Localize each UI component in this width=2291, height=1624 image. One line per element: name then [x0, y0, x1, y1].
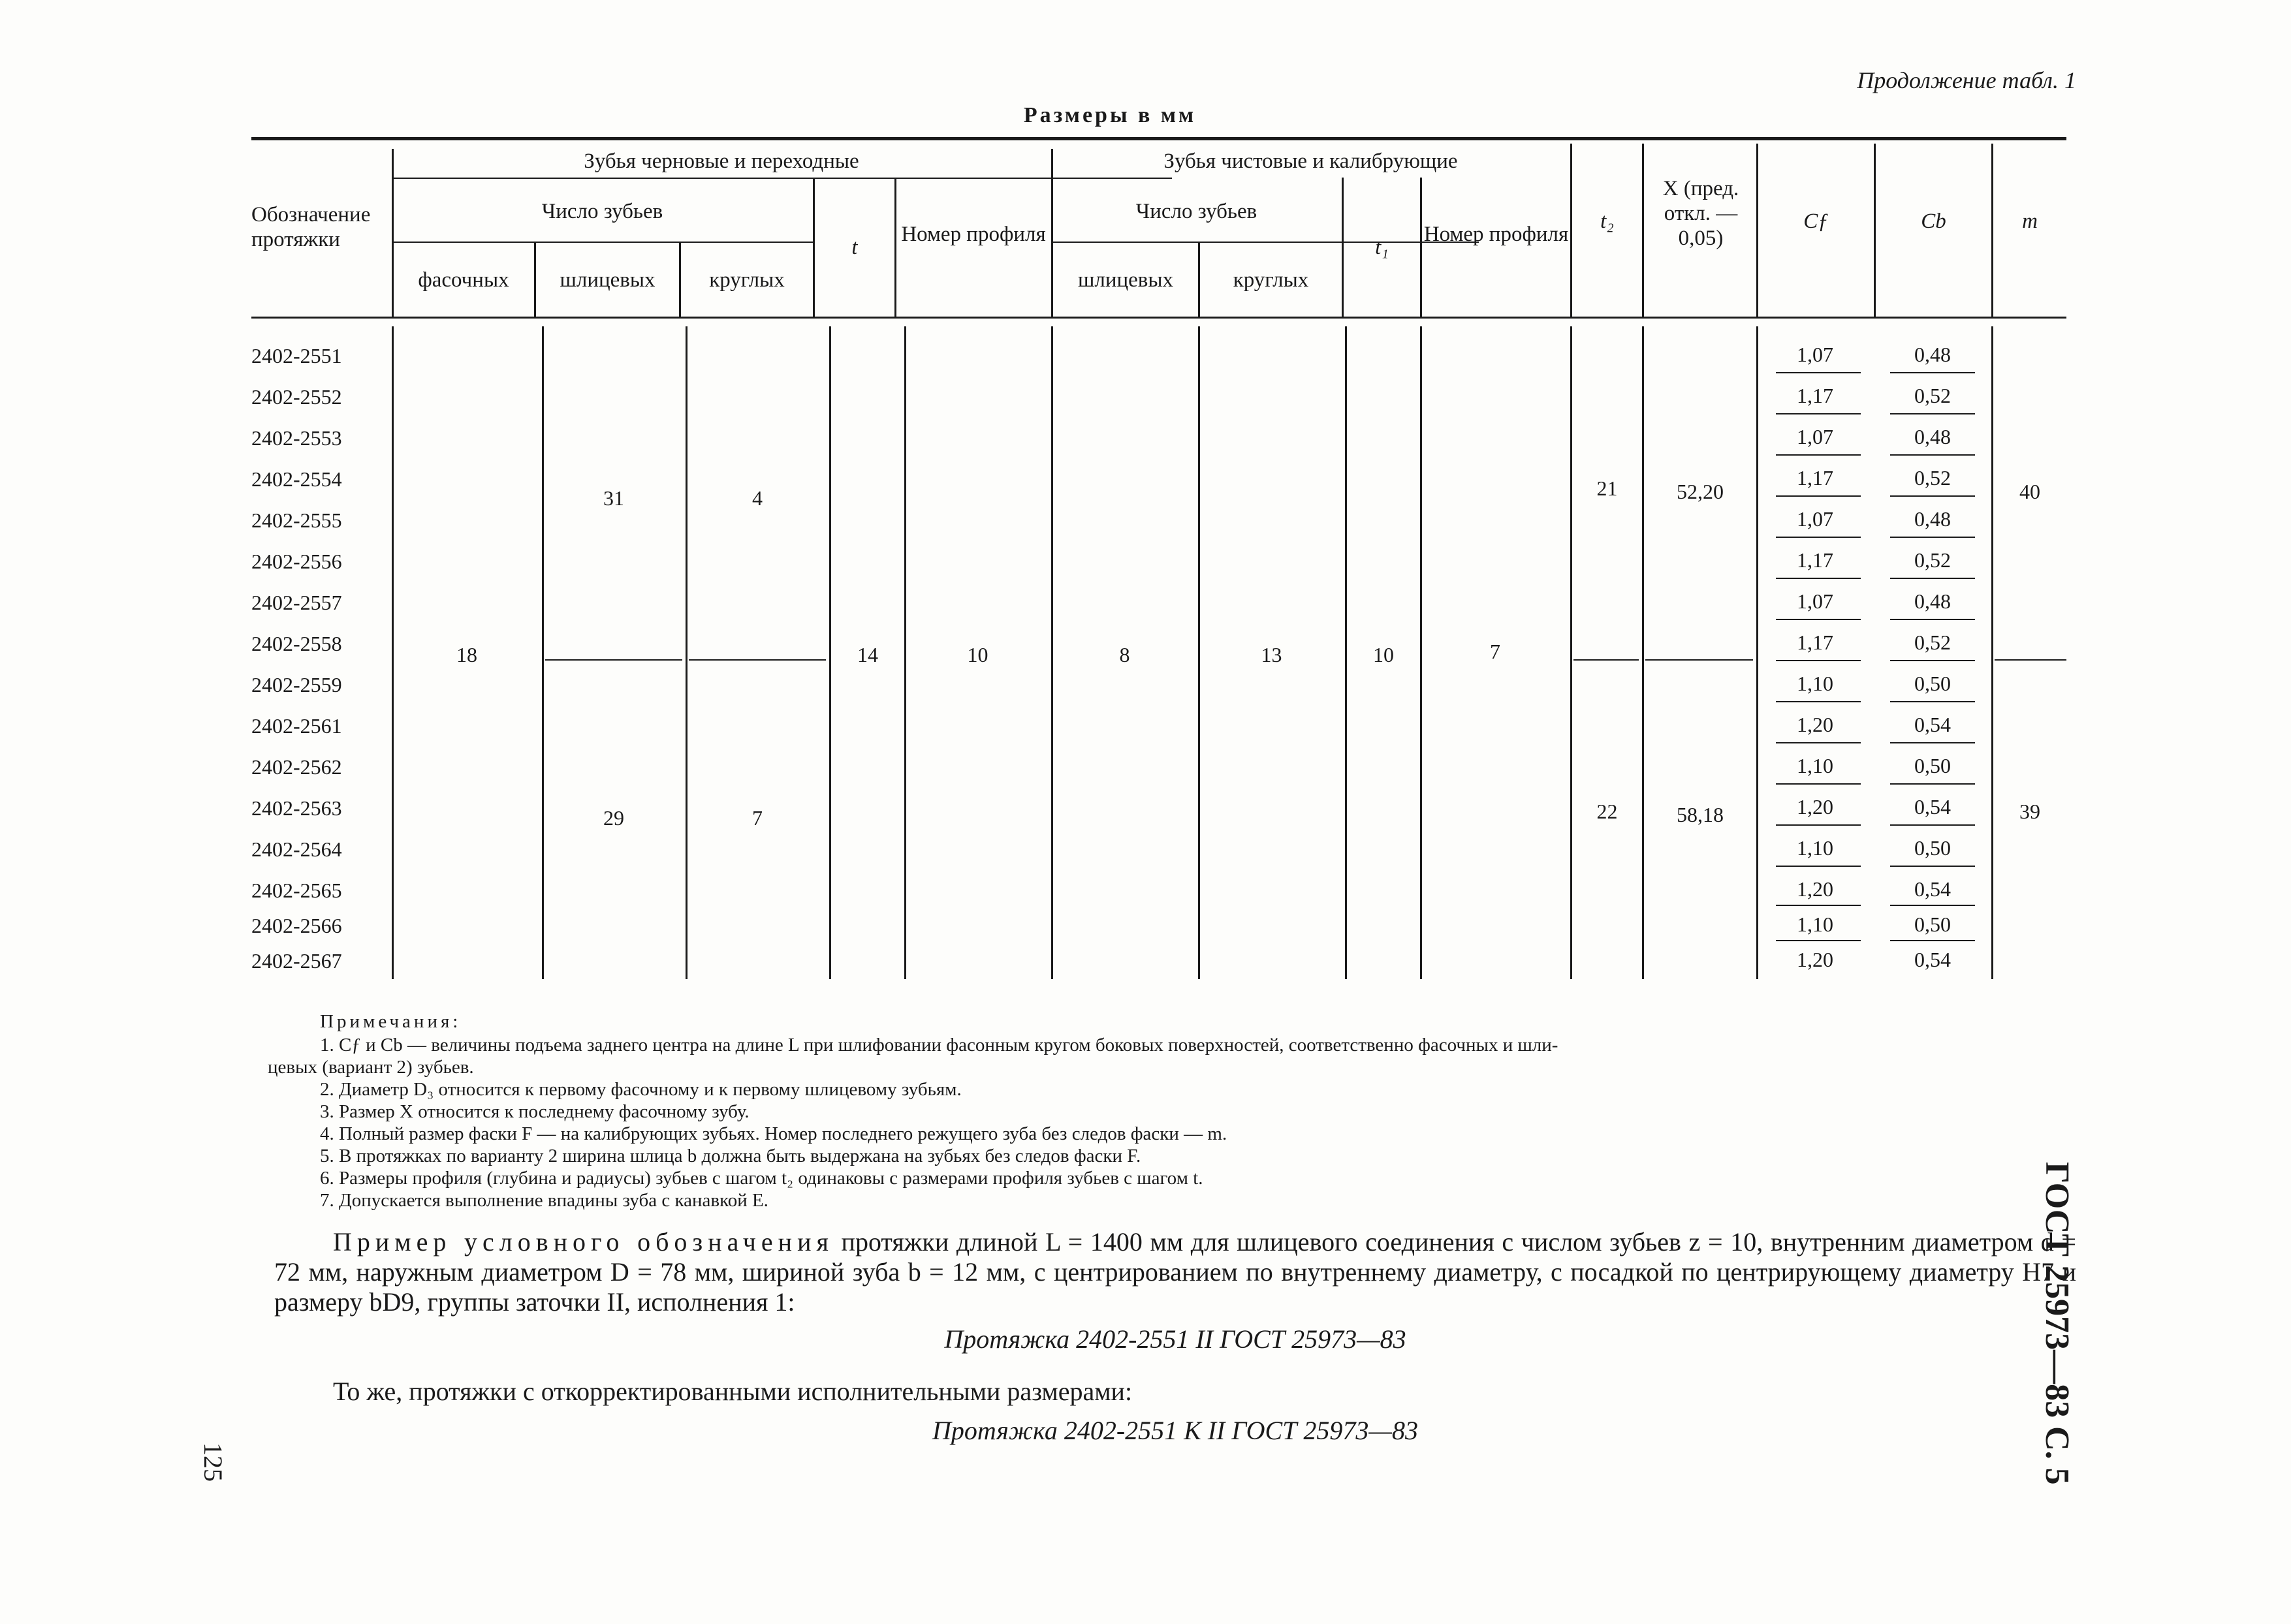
- body-vdiv: [542, 326, 544, 979]
- cf-underline: [1776, 372, 1861, 373]
- body-vdiv: [904, 326, 906, 979]
- vdiv: [1051, 149, 1053, 317]
- body-vdiv: [1345, 326, 1347, 979]
- round-count-group2: 7: [752, 806, 763, 830]
- body-vdiv: [829, 326, 831, 979]
- table-top-border: [251, 137, 2066, 140]
- cb-value: 0,54: [1914, 713, 1951, 736]
- cf-value: 1,07: [1797, 343, 1833, 366]
- designation-formula-1: Протяжка 2402-2551 II ГОСТ 25973—83: [944, 1324, 1406, 1354]
- designation-code: 2402-2556: [251, 550, 342, 573]
- m-value-group2: 39: [2019, 800, 2040, 823]
- cf-underline: [1776, 619, 1861, 620]
- example-text: протяжки длиной L = 1400 мм для шлицевого соединения с числом зубьев z = 10, внутренним диаметром d = 72 мм, наружным диаметром D = 78 мм, шириной зуба b = 12 мм, с центрированием по внутреннему диаметру, с посадкой по центрирующему диаметру H7 и размеру bD9, группы заточки II, исполнения 1:: [274, 1227, 2076, 1317]
- notes: [268, 1010, 2070, 1211]
- cb-value: 0,52: [1914, 384, 1951, 407]
- note-1-continuation: цевых (вариант 2) зубьев.: [268, 1057, 474, 1078]
- cb-value: 0,48: [1914, 343, 1951, 366]
- cb-underline: [1890, 454, 1975, 456]
- designation-code: 2402-2553: [251, 426, 342, 450]
- cb-value: 0,50: [1914, 836, 1951, 860]
- designation-code: 2402-2552: [251, 385, 342, 409]
- cf-underline: [1776, 537, 1861, 538]
- t2-col-header: t₂: [1600, 210, 1614, 233]
- m-value-group1: 40: [2019, 480, 2040, 503]
- cf-value: 1,07: [1797, 589, 1833, 613]
- designation-code: 2402-2564: [251, 837, 342, 861]
- vdiv: [1874, 144, 1876, 317]
- chamfer-col-header: фасочных: [418, 268, 509, 292]
- cf-value: 1,10: [1797, 913, 1833, 936]
- cb-underline: [1890, 619, 1975, 620]
- m-col-header: m: [2022, 210, 2038, 233]
- body-vdiv: [1991, 326, 1993, 979]
- body-vdiv: [1756, 326, 1758, 979]
- designation-code: 2402-2554: [251, 467, 342, 491]
- cf-value: 1,07: [1797, 425, 1833, 448]
- cb-value: 0,50: [1914, 913, 1951, 936]
- table-continuation-caption: Продолжение табл. 1: [1857, 67, 2076, 93]
- group-split: [689, 659, 826, 661]
- body-vdiv: [686, 326, 687, 979]
- cf-value: 1,17: [1797, 548, 1833, 572]
- x-value-group2: 58,18: [1677, 803, 1724, 826]
- designation-example: [274, 1227, 2076, 1317]
- cb-underline: [1890, 701, 1975, 702]
- cb-underline: [1890, 940, 1975, 941]
- designation-code: 2402-2557: [251, 591, 342, 614]
- cf-underline: [1776, 660, 1861, 661]
- designation-code: 2402-2566: [251, 914, 342, 937]
- spline-count-group2: 29: [603, 806, 624, 830]
- profile-fin-number: 7: [1490, 640, 1500, 663]
- cb-underline: [1890, 742, 1975, 743]
- t1-col-header: t₁: [1375, 236, 1389, 259]
- cf-value: 1,20: [1797, 948, 1833, 971]
- cb-value: 0,50: [1914, 754, 1951, 777]
- designation-code: 2402-2551: [251, 344, 342, 367]
- note-3: 3. Размер X относится к последнему фасочному зубу.: [320, 1101, 750, 1122]
- vdiv: [813, 178, 815, 317]
- cf-underline: [1776, 940, 1861, 941]
- body-vdiv: [1051, 326, 1053, 979]
- cf-underline: [1776, 866, 1861, 867]
- cf-value: 1,17: [1797, 466, 1833, 490]
- pitch-t: 14: [857, 643, 878, 666]
- cf-underline: [1776, 783, 1861, 785]
- note-4: 4. Полный размер фаски F — на калибрующих зубьях. Номер последнего режущего зуба без следов фаски — m.: [320, 1123, 1227, 1144]
- t-col-header: t: [851, 236, 858, 259]
- cb-value: 0,48: [1914, 425, 1951, 448]
- cb-underline: [1890, 578, 1975, 579]
- designation-code: 2402-2559: [251, 673, 342, 696]
- round-col-header: круглых: [709, 268, 785, 292]
- cb-underline: [1890, 537, 1975, 538]
- cf-value: 1,10: [1797, 836, 1833, 860]
- note-2: 2. Диаметр D₃ относится к первому фасочному и к первому шлицевому зубьям.: [320, 1079, 962, 1100]
- vdiv: [679, 242, 681, 317]
- rough-teeth-header: Зубья черновые и переходные: [584, 149, 859, 173]
- cb-col-header: Cb: [1921, 210, 1946, 233]
- broach-table: [251, 137, 2066, 979]
- note-5: 5. В протяжках по варианту 2 ширина шлица b должна быть выдержана на зубьях без следов фаски F.: [320, 1146, 1141, 1166]
- designation-code: 2402-2563: [251, 796, 342, 820]
- cb-underline: [1890, 866, 1975, 867]
- body-vdiv: [1570, 326, 1572, 979]
- vdiv: [1420, 178, 1422, 317]
- cf-value: 1,20: [1797, 795, 1833, 819]
- designation-code: 2402-2555: [251, 508, 342, 532]
- designation-code: 2402-2567: [251, 949, 342, 973]
- profile-col-header: Номер профиля: [901, 223, 1046, 246]
- group-split: [1645, 659, 1753, 661]
- pitch-t1: 10: [1373, 643, 1394, 666]
- designation-code: 2402-2558: [251, 632, 342, 655]
- cb-value: 0,52: [1914, 466, 1951, 490]
- body-vdiv: [1198, 326, 1200, 979]
- cf-value: 1,17: [1797, 631, 1833, 654]
- cf-underline: [1776, 578, 1861, 579]
- x-col-header: X (пред. откл. —0,05): [1662, 177, 1739, 250]
- cb-underline: [1890, 495, 1975, 497]
- round-fin-col-header: круглых: [1233, 268, 1309, 292]
- cf-underline: [1776, 824, 1861, 826]
- standard-side-label: ГОСТ 25973—83 С. 5: [2038, 1162, 2076, 1485]
- header-bottom-border: [251, 317, 2066, 319]
- cf-underline: [1776, 413, 1861, 414]
- cf-value: 1,10: [1797, 672, 1833, 695]
- cb-underline: [1890, 660, 1975, 661]
- notes-title: Примечания:: [320, 1011, 462, 1032]
- group-split: [545, 659, 682, 661]
- body-vdiv: [1420, 326, 1422, 979]
- cb-underline: [1890, 372, 1975, 373]
- units-caption: Размеры в мм: [1023, 103, 1197, 127]
- finish-teeth-header: Зубья чистовые и калибрующие: [1163, 149, 1458, 173]
- note-6: 6. Размеры профиля (глубина и радиусы) зубьев с шагом t₂ одинаковы с размерами профиля зубьев с шагом t.: [320, 1168, 1203, 1189]
- pitch-t2-group1: 21: [1596, 476, 1618, 500]
- cb-value: 0,48: [1914, 507, 1951, 531]
- vdiv: [1991, 144, 1993, 317]
- group-split: [1573, 659, 1639, 661]
- cf-underline: [1776, 454, 1861, 456]
- round-count-group1: 4: [752, 486, 763, 510]
- cb-value: 0,54: [1914, 877, 1951, 901]
- cb-underline: [1890, 824, 1975, 826]
- corrected-sizes-text: То же, протяжки с откорректированными исполнительными размерами:: [333, 1377, 1133, 1406]
- num-teeth-underline: [392, 242, 813, 243]
- cb-value: 0,54: [1914, 948, 1951, 971]
- cf-underline: [1776, 905, 1861, 906]
- spline-fin-col-header: шлицевых: [1077, 268, 1174, 292]
- body-vdiv: [1642, 326, 1644, 979]
- note-7: 7. Допускается выполнение впадины зуба с канавкой E.: [320, 1190, 768, 1211]
- profile-fin-col-header: Номер профиля: [1423, 223, 1569, 246]
- vdiv: [1642, 144, 1644, 317]
- num-teeth-header-2: Число зубьев: [1135, 200, 1257, 223]
- cf-value: 1,20: [1797, 713, 1833, 736]
- designation-code: 2402-2561: [251, 714, 342, 738]
- cf-value: 1,07: [1797, 507, 1833, 531]
- vdiv: [1342, 178, 1344, 317]
- vdiv: [1198, 242, 1200, 317]
- vdiv: [894, 178, 896, 317]
- vdiv: [392, 149, 394, 317]
- vdiv: [1570, 144, 1572, 317]
- spline-fin-count: 8: [1119, 643, 1130, 666]
- profile-number: 10: [967, 643, 988, 666]
- cb-underline: [1890, 783, 1975, 785]
- cb-underline: [1890, 413, 1975, 414]
- page-number: 125: [198, 1443, 228, 1482]
- vdiv: [1756, 144, 1758, 317]
- spline-count-group1: 31: [603, 486, 624, 510]
- cf-value: 1,20: [1797, 877, 1833, 901]
- cf-underline: [1776, 742, 1861, 743]
- cb-value: 0,48: [1914, 589, 1951, 613]
- cf-value: 1,17: [1797, 384, 1833, 407]
- designation-header: Обозначение протяжки: [251, 203, 371, 251]
- group-split: [1995, 659, 2066, 661]
- chamfer-count: 18: [456, 643, 477, 666]
- designation-formula-2: Протяжка 2402-2551 К II ГОСТ 25973—83: [932, 1416, 1418, 1445]
- vdiv: [534, 242, 536, 317]
- group-underline: [392, 178, 1172, 179]
- cf-col-header: Cƒ: [1803, 210, 1829, 233]
- designation-code: 2402-2562: [251, 755, 342, 779]
- cf-underline: [1776, 495, 1861, 497]
- round-fin-count: 13: [1261, 643, 1282, 666]
- cf-value: 1,10: [1797, 754, 1833, 777]
- spline-col-header: шлицевых: [560, 268, 656, 292]
- cb-underline: [1890, 905, 1975, 906]
- cf-underline: [1776, 701, 1861, 702]
- x-value-group1: 52,20: [1677, 480, 1724, 503]
- pitch-t2-group2: 22: [1596, 800, 1618, 823]
- note-1: 1. Cƒ и Cb — величины подъема заднего центра на длине L при шлифовании фасонным кругом боковых поверхностей, соответственно фасочных и шли-: [320, 1035, 1558, 1055]
- num-teeth-header: Число зубьев: [541, 200, 663, 223]
- cb-value: 0,52: [1914, 631, 1951, 654]
- cb-value: 0,54: [1914, 795, 1951, 819]
- cb-value: 0,52: [1914, 548, 1951, 572]
- designation-code: 2402-2565: [251, 879, 342, 902]
- cb-value: 0,50: [1914, 672, 1951, 695]
- example-lead: Пример условного обозначения: [333, 1227, 834, 1257]
